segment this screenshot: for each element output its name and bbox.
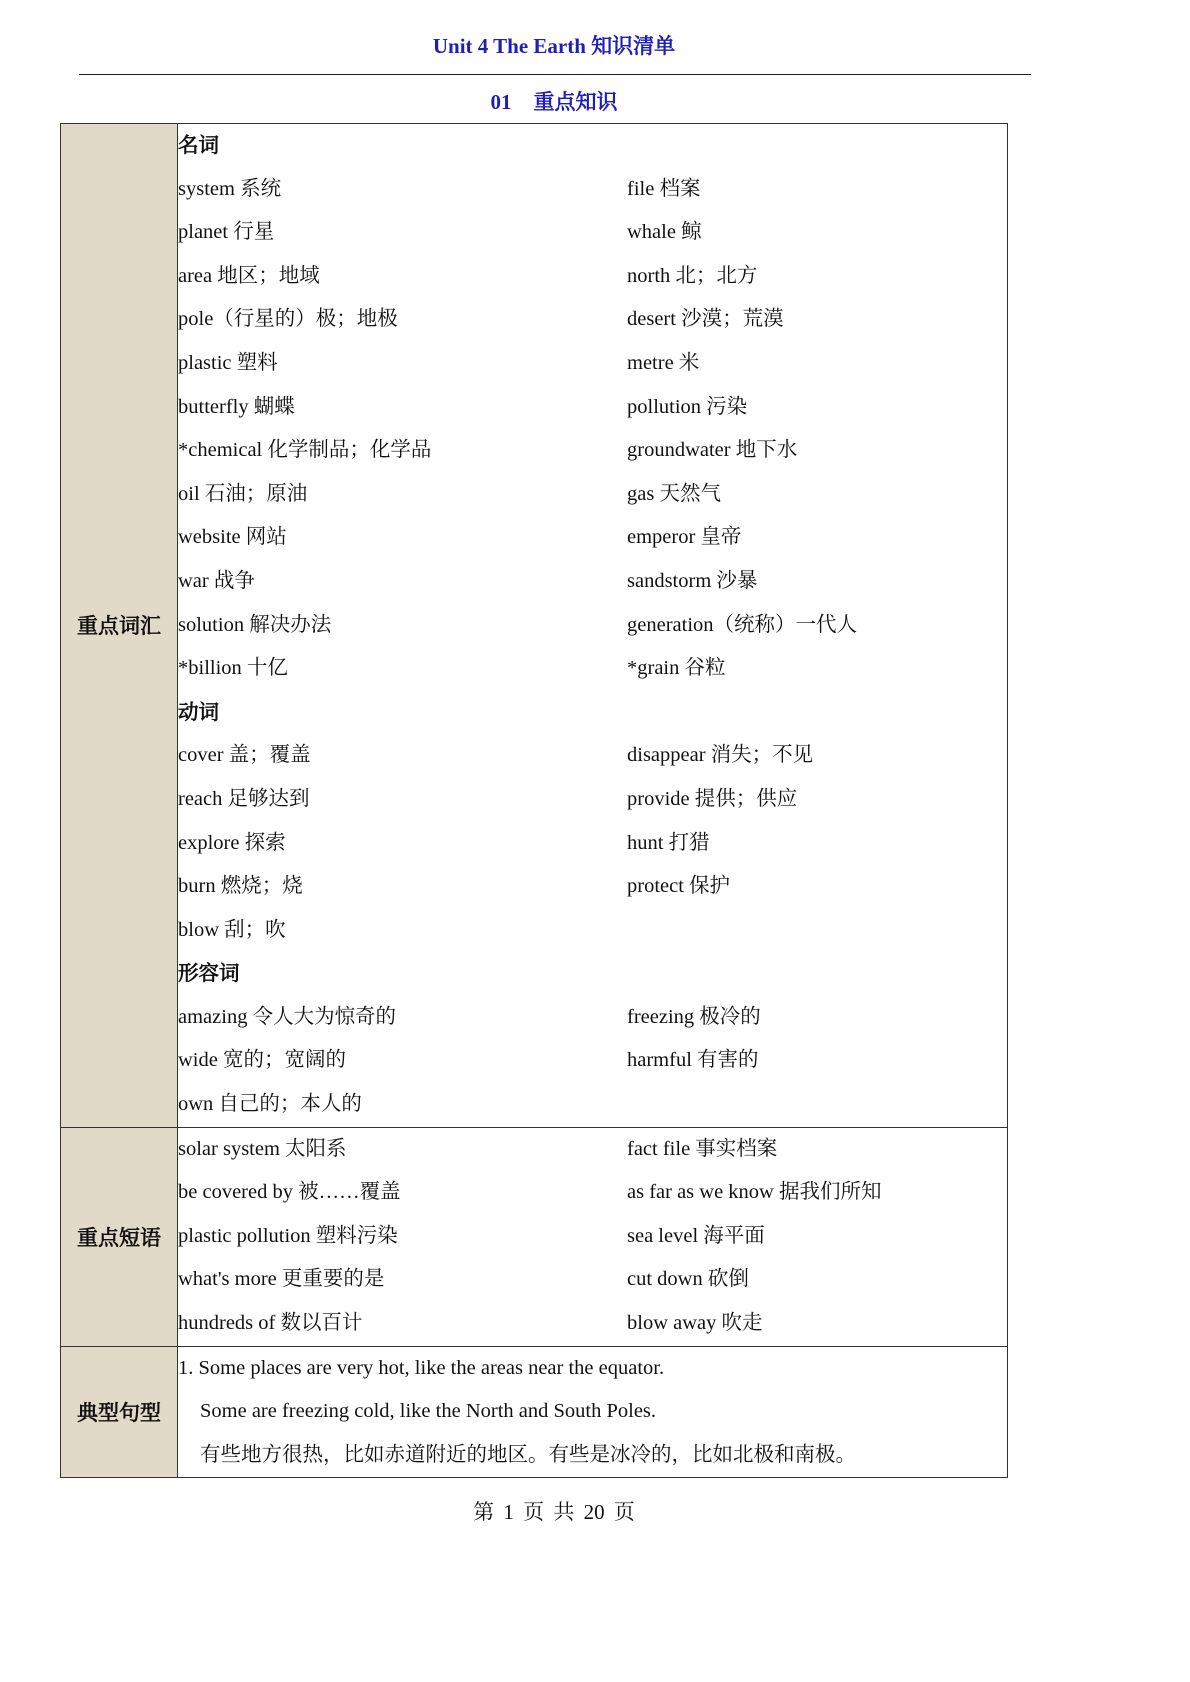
phrases-category: 重点短语	[61, 1127, 178, 1346]
verb-entry	[178, 734, 1007, 778]
noun-entry	[178, 386, 1007, 430]
verb-entry	[178, 909, 1007, 953]
verb-entry	[178, 778, 1007, 822]
phrase-entry	[178, 1302, 1007, 1346]
noun-entry	[178, 516, 1007, 560]
adjective-entry-right: freezing 极冷的	[627, 1005, 761, 1028]
noun-entry-left: pole（行星的）极；地极	[178, 308, 398, 331]
phrase-entry-left: plastic pollution 塑料污染	[178, 1224, 398, 1247]
noun-entry-left: war 战争	[178, 569, 255, 592]
adjective-entry	[178, 996, 1007, 1040]
sentence-english-1: 1. Some places are very hot, like the areas near the equator.	[178, 1356, 665, 1379]
noun-entry-right: groundwater 地下水	[627, 439, 798, 462]
verb-entry-left: blow 刮；吹	[178, 918, 286, 941]
noun-entry-right: sandstorm 沙暴	[627, 569, 758, 592]
noun-entry-left: system 系统	[178, 177, 282, 200]
phrase-entry	[178, 1215, 1007, 1259]
page-footer: 第 1 页 共 20 页	[473, 1500, 635, 1524]
phrase-entry-right: fact file 事实档案	[627, 1137, 778, 1160]
nouns-list	[178, 168, 1007, 691]
section-number: 01	[490, 90, 512, 114]
noun-entry-left: *chemical 化学制品；化学品	[178, 439, 432, 462]
sentences-content	[178, 1346, 1008, 1478]
adjective-entry-right: harmful 有害的	[627, 1049, 759, 1072]
phrase-entry-left: hundreds of 数以百计	[178, 1312, 363, 1335]
sentence-chinese: 有些地方很热，比如赤道附近的地区。有些是冰冷的，比如北极和南极。	[200, 1443, 856, 1466]
noun-entry-right: desert 沙漠；荒漠	[627, 308, 784, 331]
noun-entry-left: oil 石油；原油	[178, 482, 308, 505]
verb-entry-left: reach 足够达到	[178, 787, 310, 810]
verb-entry-right: protect 保护	[627, 875, 731, 898]
noun-entry-right: file 档案	[627, 177, 701, 200]
vocabulary-category: 重点词汇	[61, 124, 178, 1128]
verb-entry	[178, 865, 1007, 909]
verb-entry-left: explore 探索	[178, 831, 286, 854]
vocabulary-content	[178, 124, 1008, 1128]
phrase-entry-right: as far as we know 据我们所知	[627, 1181, 882, 1204]
phrase-entry-left: what's more 更重要的是	[178, 1268, 385, 1291]
adjectives-list	[178, 996, 1007, 1127]
sentences-category: 典型句型	[61, 1346, 178, 1478]
verb-entry	[178, 822, 1007, 866]
nouns-heading: 名词	[178, 133, 219, 157]
noun-entry	[178, 604, 1007, 648]
adjective-entry	[178, 1083, 1007, 1127]
noun-entry	[178, 560, 1007, 604]
section-heading	[0, 86, 1108, 118]
verb-entry-left: cover 盖；覆盖	[178, 744, 311, 767]
phrases-row	[61, 1127, 1008, 1346]
noun-entry	[178, 473, 1007, 517]
noun-entry-right: emperor 皇帝	[627, 526, 742, 549]
phrase-entry-right: cut down 砍倒	[627, 1268, 749, 1291]
verb-entry-right: hunt 打猎	[627, 831, 710, 854]
vocabulary-row	[61, 124, 1008, 1128]
verb-entry-right	[627, 909, 1007, 953]
adjective-entry-left: wide 宽的；宽阔的	[178, 1049, 346, 1072]
noun-entry	[178, 211, 1007, 255]
phrase-entry	[178, 1128, 1007, 1172]
phrases-content	[178, 1127, 1008, 1346]
noun-entry	[178, 168, 1007, 212]
sentences-row	[61, 1346, 1008, 1478]
noun-entry-left: plastic 塑料	[178, 351, 278, 374]
noun-entry-left: solution 解决办法	[178, 613, 332, 636]
noun-entry-right: whale 鲸	[627, 221, 702, 244]
knowledge-table	[60, 123, 1008, 1478]
noun-entry-left: butterfly 蝴蝶	[178, 395, 295, 418]
adjective-entry	[178, 1039, 1007, 1083]
adjective-entry-left: amazing 令人大为惊奇的	[178, 1005, 397, 1028]
phrase-entry-right: sea level 海平面	[627, 1224, 765, 1247]
noun-entry-left: website 网站	[178, 526, 287, 549]
noun-entry-right: *grain 谷粒	[627, 657, 726, 680]
noun-entry-right: gas 天然气	[627, 482, 721, 505]
phrase-entry	[178, 1171, 1007, 1215]
document-title: Unit 4 The Earth 知识清单	[432, 34, 676, 58]
noun-entry	[178, 342, 1007, 386]
noun-entry-right: generation（统称）一代人	[627, 613, 858, 636]
verb-entry-right: provide 提供；供应	[627, 787, 798, 810]
title-divider	[79, 74, 1031, 75]
noun-entry-left: *billion 十亿	[178, 657, 288, 680]
noun-entry-left: area 地区；地域	[178, 264, 320, 287]
noun-entry	[178, 429, 1007, 473]
verb-entry-left: burn 燃烧；烧	[178, 875, 303, 898]
sentence-english-2: Some are freezing cold, like the North and South Poles.	[200, 1400, 657, 1423]
verbs-heading: 动词	[178, 699, 219, 724]
noun-entry-right: pollution 污染	[627, 395, 748, 418]
verb-entry-right: disappear 消失；不见	[627, 744, 814, 767]
noun-entry-left: planet 行星	[178, 221, 275, 244]
noun-entry	[178, 647, 1007, 691]
noun-entry-right: metre 米	[627, 351, 700, 374]
phrase-entry-left: solar system 太阳系	[178, 1137, 347, 1160]
adjective-entry-left: own 自己的；本人的	[178, 1093, 362, 1116]
section-title: 重点知识	[533, 90, 618, 114]
phrases-list	[178, 1128, 1007, 1346]
verbs-list	[178, 734, 1007, 952]
phrase-entry-right: blow away 吹走	[627, 1312, 763, 1335]
adjective-entry-right	[627, 1083, 1007, 1127]
noun-entry	[178, 255, 1007, 299]
noun-entry	[178, 298, 1007, 342]
adjectives-heading: 形容词	[178, 961, 240, 986]
phrase-entry	[178, 1258, 1007, 1302]
noun-entry-right: north 北；北方	[627, 264, 758, 287]
phrase-entry-left: be covered by 被……覆盖	[178, 1181, 401, 1204]
